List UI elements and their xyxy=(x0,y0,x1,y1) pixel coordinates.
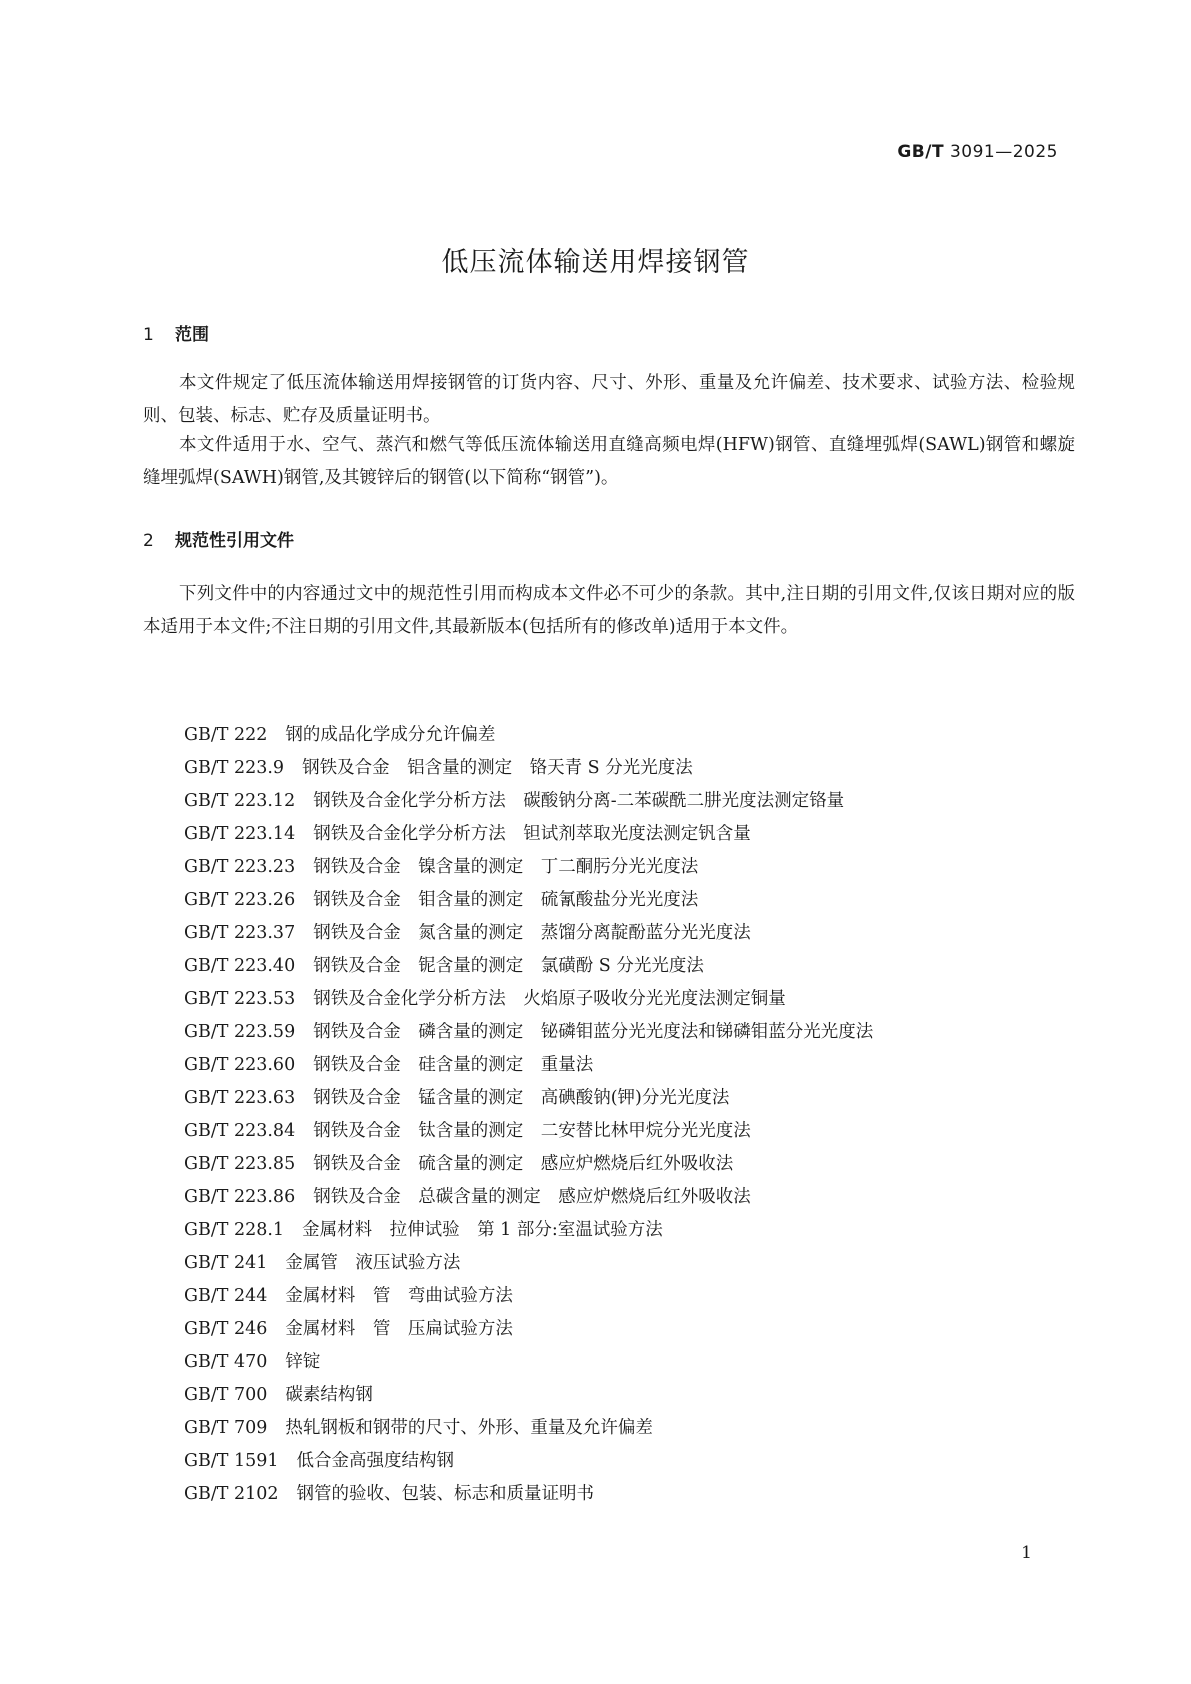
section-2-title: 规范性引用文件 xyxy=(175,531,294,551)
reference-item xyxy=(184,719,1064,752)
reference-code: GB/T 1591 xyxy=(184,1451,279,1471)
reference-code: GB/T 228.1 xyxy=(184,1220,285,1240)
reference-code: GB/T 223.84 xyxy=(184,1121,296,1141)
reference-code: GB/T 223.14 xyxy=(184,824,296,844)
reference-title: 钢铁及合金 铝含量的测定 铬天青 S 分光光度法 xyxy=(302,758,693,778)
reference-code: GB/T 223.53 xyxy=(184,989,296,1009)
reference-item xyxy=(184,1082,1064,1115)
section-2-intro: 下列文件中的内容通过文中的规范性引用而构成本文件必不可少的条款。其中,注日期的引用文件,仅该日期对应的版本适用于本文件;不注日期的引用文件,其最新版本(包括所有的修改单)适用于本文件。 xyxy=(143,584,1075,637)
reference-title: 热轧钢板和钢带的尺寸、外形、重量及允许偏差 xyxy=(285,1418,653,1438)
reference-code: GB/T 223.9 xyxy=(184,758,285,778)
reference-title: 低合金高强度结构钢 xyxy=(296,1451,455,1471)
reference-item xyxy=(184,983,1064,1016)
reference-item xyxy=(184,1346,1064,1379)
reference-code: GB/T 470 xyxy=(184,1352,268,1372)
reference-item xyxy=(184,1478,1064,1511)
reference-item xyxy=(184,1247,1064,1280)
reference-title: 锌锭 xyxy=(285,1352,321,1372)
reference-code: GB/T 246 xyxy=(184,1319,268,1339)
reference-item xyxy=(184,1379,1064,1412)
reference-item xyxy=(184,1313,1064,1346)
reference-title: 钢铁及合金 镍含量的测定 丁二酮肟分光光度法 xyxy=(313,857,699,877)
reference-item xyxy=(184,1445,1064,1478)
reference-title: 钢铁及合金 磷含量的测定 铋磷钼蓝分光光度法和锑磷钼蓝分光光度法 xyxy=(313,1022,874,1042)
reference-item xyxy=(184,1280,1064,1313)
reference-item xyxy=(184,917,1064,950)
reference-item xyxy=(184,785,1064,818)
reference-code: GB/T 223.40 xyxy=(184,956,296,976)
reference-code: GB/T 709 xyxy=(184,1418,268,1438)
reference-code: GB/T 223.63 xyxy=(184,1088,296,1108)
reference-title: 钢铁及合金 钛含量的测定 二安替比林甲烷分光光度法 xyxy=(313,1121,751,1141)
reference-title: 金属材料 管 压扁试验方法 xyxy=(285,1319,513,1339)
document-code-prefix: GB/T xyxy=(897,142,945,162)
reference-code: GB/T 223.12 xyxy=(184,791,296,811)
reference-item xyxy=(184,1412,1064,1445)
reference-title: 钢管的验收、包装、标志和质量证明书 xyxy=(296,1484,595,1504)
reference-title: 钢铁及合金 钼含量的测定 硫氰酸盐分光光度法 xyxy=(313,890,699,910)
reference-item xyxy=(184,1049,1064,1082)
reference-list xyxy=(184,719,1064,1511)
reference-title: 钢铁及合金化学分析方法 火焰原子吸收分光光度法测定铜量 xyxy=(313,989,786,1009)
reference-code: GB/T 241 xyxy=(184,1253,268,1273)
reference-item xyxy=(184,1148,1064,1181)
reference-title: 钢铁及合金化学分析方法 碳酸钠分离-二苯碳酰二肼光度法测定铬量 xyxy=(313,791,845,811)
document-code xyxy=(897,142,1058,162)
reference-title: 钢铁及合金 锰含量的测定 高碘酸钠(钾)分光光度法 xyxy=(313,1088,730,1108)
reference-title: 钢铁及合金 硅含量的测定 重量法 xyxy=(313,1055,594,1075)
reference-code: GB/T 223.86 xyxy=(184,1187,296,1207)
reference-title: 钢铁及合金 氮含量的测定 蒸馏分离靛酚蓝分光光度法 xyxy=(313,923,751,943)
reference-title: 钢铁及合金 硫含量的测定 感应炉燃烧后红外吸收法 xyxy=(313,1154,734,1174)
section-1-title: 范围 xyxy=(175,325,209,345)
reference-item xyxy=(184,851,1064,884)
document-title: 低压流体输送用焊接钢管 xyxy=(441,247,750,278)
reference-item xyxy=(184,1016,1064,1049)
reference-item xyxy=(184,1115,1064,1148)
reference-code: GB/T 223.23 xyxy=(184,857,296,877)
reference-title: 钢铁及合金 铌含量的测定 氯磺酚 S 分光光度法 xyxy=(313,956,704,976)
reference-code: GB/T 2102 xyxy=(184,1484,279,1504)
document-code-number: 3091—2025 xyxy=(949,142,1058,162)
reference-title: 金属材料 管 弯曲试验方法 xyxy=(285,1286,513,1306)
reference-item xyxy=(184,884,1064,917)
section-2-heading xyxy=(143,526,294,551)
reference-code: GB/T 223.26 xyxy=(184,890,296,910)
section-1-paragraph-1: 本文件规定了低压流体输送用焊接钢管的订货内容、尺寸、外形、重量及允许偏差、技术要求、试验方法、检验规则、包装、标志、贮存及质量证明书。 xyxy=(143,373,1075,426)
reference-item xyxy=(184,1214,1064,1247)
reference-code: GB/T 223.85 xyxy=(184,1154,296,1174)
section-1-heading xyxy=(143,320,209,345)
reference-title: 金属管 液压试验方法 xyxy=(285,1253,461,1273)
reference-title: 碳素结构钢 xyxy=(285,1385,373,1405)
reference-code: GB/T 223.60 xyxy=(184,1055,296,1075)
section-1-paragraph-2: 本文件适用于水、空气、蒸汽和燃气等低压流体输送用直缝高频电焊(HFW)钢管、直缝埋弧焊(SAWL)钢管和螺旋缝埋弧焊(SAWH)钢管,及其镀锌后的钢管(以下简称“钢管”)。 xyxy=(143,435,1075,488)
reference-item xyxy=(184,1181,1064,1214)
section-2-number: 2 xyxy=(143,531,154,551)
reference-title: 钢铁及合金化学分析方法 钽试剂萃取光度法测定钒含量 xyxy=(313,824,751,844)
reference-item xyxy=(184,752,1064,785)
reference-code: GB/T 700 xyxy=(184,1385,268,1405)
reference-code: GB/T 223.37 xyxy=(184,923,296,943)
reference-title: 钢的成品化学成分允许偏差 xyxy=(285,725,496,745)
reference-item xyxy=(184,950,1064,983)
reference-title: 金属材料 拉伸试验 第 1 部分:室温试验方法 xyxy=(302,1220,663,1240)
reference-code: GB/T 223.59 xyxy=(184,1022,296,1042)
reference-item xyxy=(184,818,1064,851)
reference-title: 钢铁及合金 总碳含量的测定 感应炉燃烧后红外吸收法 xyxy=(313,1187,751,1207)
reference-code: GB/T 244 xyxy=(184,1286,268,1306)
page-number: 1 xyxy=(1021,1543,1032,1563)
reference-code: GB/T 222 xyxy=(184,725,268,745)
section-1-number: 1 xyxy=(143,325,154,345)
